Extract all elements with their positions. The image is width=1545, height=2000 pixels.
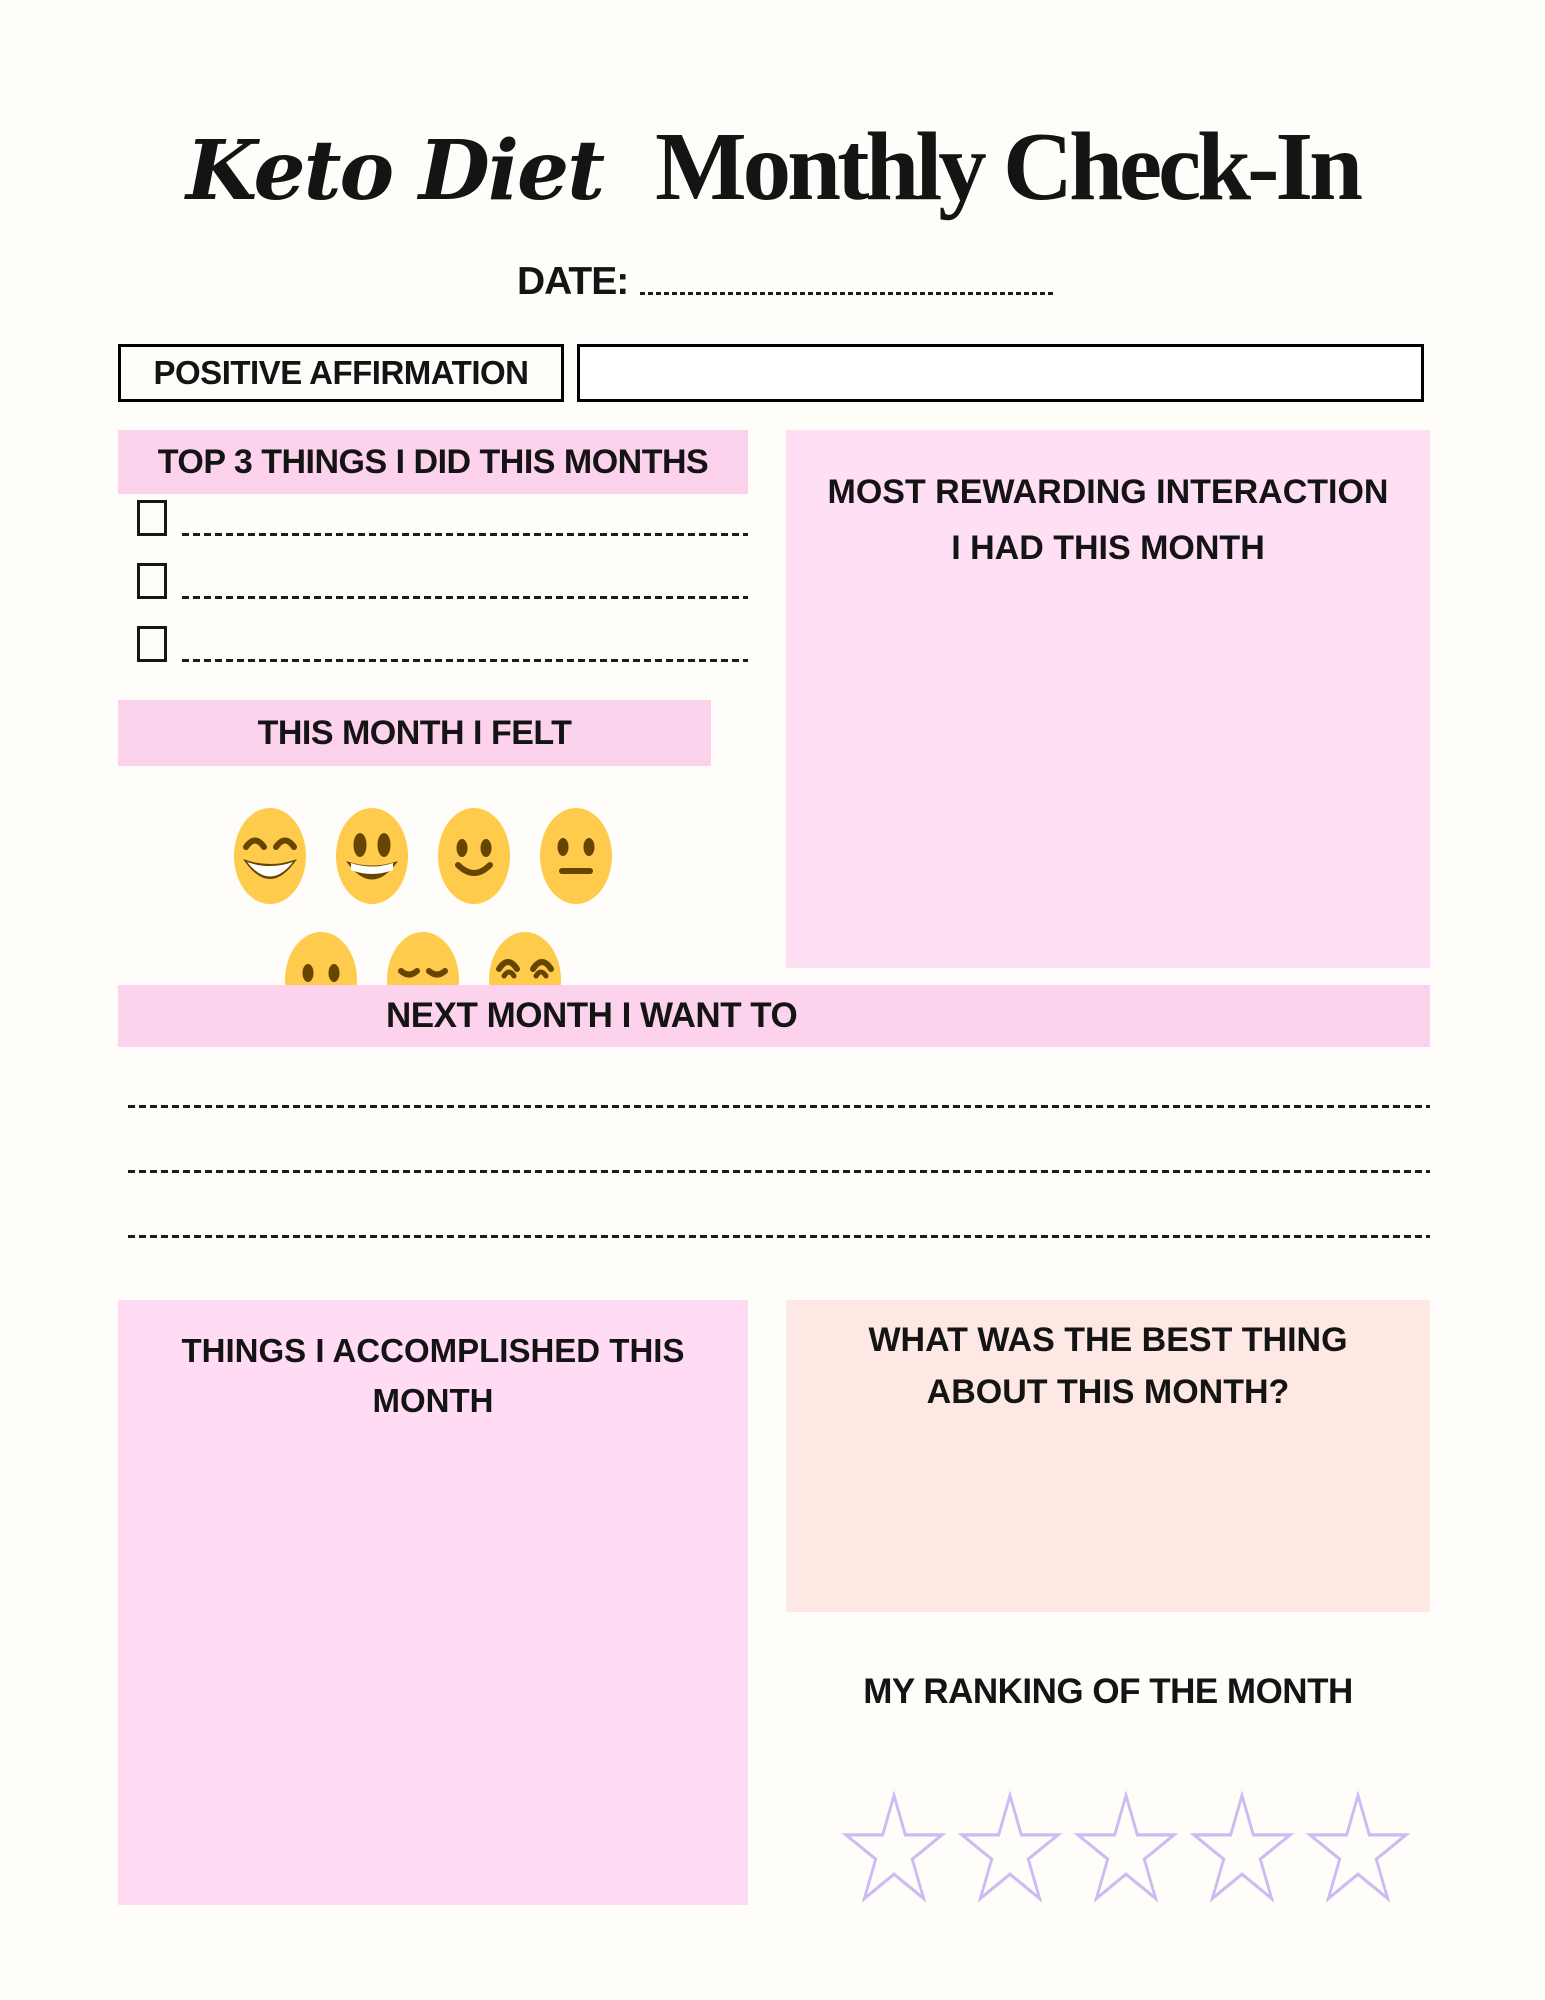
page-title-main: Monthly Check-In — [655, 113, 1360, 220]
top3-write-line-1[interactable] — [182, 533, 748, 536]
felt-section-header: THIS MONTH I FELT — [118, 700, 711, 766]
slightly-smiling-face-icon — [436, 806, 512, 906]
mood-row-1 — [118, 806, 728, 906]
next-month-write-line-1[interactable] — [128, 1105, 1430, 1108]
mood-option-grinning-face[interactable] — [334, 806, 410, 906]
star-icon — [955, 1788, 1065, 1912]
star-icon — [1303, 1788, 1413, 1912]
mood-option-slightly-smiling-face[interactable] — [436, 806, 512, 906]
date-label: DATE: — [517, 260, 629, 303]
grinning-face-icon — [334, 806, 410, 906]
next-month-section-header: NEXT MONTH I WANT TO — [118, 985, 1430, 1047]
page-title-script: Keto Diet — [186, 123, 604, 219]
affirmation-input-box[interactable] — [577, 344, 1424, 402]
star-icon — [1187, 1788, 1297, 1912]
accomplished-title-line1: THINGS I ACCOMPLISHED THIS — [181, 1332, 685, 1369]
rewarding-title-line2: I HAD THIS MONTH — [951, 529, 1265, 567]
best-thing-title-line2: ABOUT THIS MONTH? — [926, 1373, 1290, 1411]
top3-checkbox-2[interactable] — [137, 563, 167, 599]
top3-write-line-2[interactable] — [182, 596, 748, 599]
page-title — [186, 113, 1360, 220]
rewarding-panel[interactable] — [786, 430, 1430, 968]
star-rating-1[interactable] — [839, 1788, 949, 1912]
ranking-title: MY RANKING OF THE MONTH — [863, 1672, 1353, 1711]
top3-write-line-3[interactable] — [182, 659, 748, 662]
top3-checkbox-1[interactable] — [137, 500, 167, 536]
star-rating-5[interactable] — [1303, 1788, 1413, 1912]
date-input-line[interactable] — [640, 292, 1056, 295]
top3-section-header: TOP 3 THINGS I DID THIS MONTHS — [118, 430, 748, 494]
date-row — [517, 262, 1056, 301]
neutral-face-icon — [538, 806, 614, 906]
star-icon — [839, 1788, 949, 1912]
star-rating-4[interactable] — [1187, 1788, 1297, 1912]
affirmation-label: POSITIVE AFFIRMATION — [118, 344, 564, 402]
accomplished-title-line2: MONTH — [372, 1382, 494, 1419]
star-rating-2[interactable] — [955, 1788, 1065, 1912]
star-rating-3[interactable] — [1071, 1788, 1181, 1912]
best-thing-title-line1: WHAT WAS THE BEST THING — [868, 1321, 1348, 1359]
mood-option-neutral-face[interactable] — [538, 806, 614, 906]
rewarding-title-line1: MOST REWARDING INTERACTION — [827, 473, 1389, 511]
next-month-write-line-3[interactable] — [128, 1235, 1430, 1238]
accomplished-panel[interactable] — [118, 1300, 748, 1905]
star-rating-row — [786, 1788, 1430, 1912]
next-month-write-line-2[interactable] — [128, 1170, 1430, 1173]
top3-checkbox-3[interactable] — [137, 626, 167, 662]
beaming-face-icon — [232, 806, 308, 906]
star-icon — [1071, 1788, 1181, 1912]
best-thing-panel[interactable] — [786, 1300, 1430, 1612]
mood-option-beaming-face[interactable] — [232, 806, 308, 906]
